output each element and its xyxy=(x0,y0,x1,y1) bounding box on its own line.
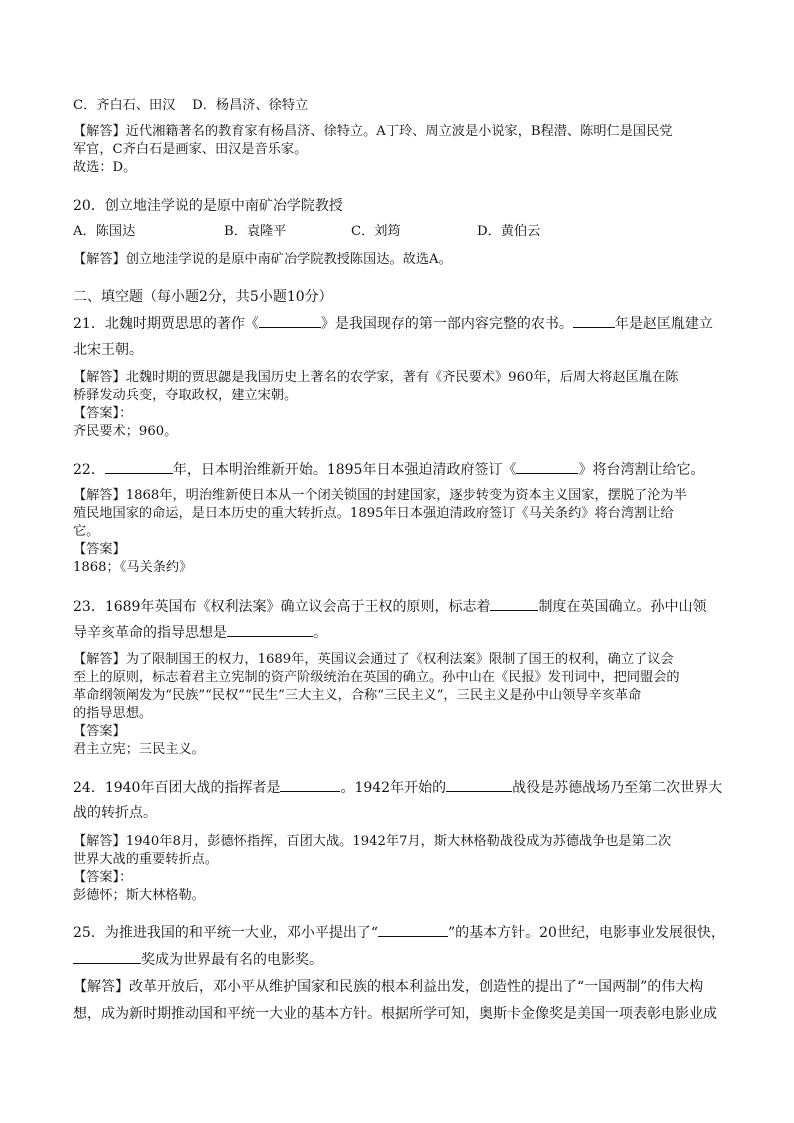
blank xyxy=(490,598,538,611)
q19-analysis-line2: 军官，C齐白石是画家、田汉是音乐家。 xyxy=(73,142,308,157)
q20-option-c: C．刘筠 xyxy=(351,224,401,239)
q25-analysis-line1: 【解答】改革开放后，邓小平从维护国家和民族的根本利益出发，创造性的提出了“一国两制”的伟大构 xyxy=(73,979,704,995)
q20-option-b: B．袁隆平 xyxy=(224,224,287,239)
q19-analysis-line1: 【解答】近代湘籍著名的教育家有杨昌济、徐特立。A丁玲、周立波是小说家，B程潜、陈明仁是国民党 xyxy=(73,124,673,139)
blank xyxy=(73,951,141,964)
blank xyxy=(573,315,615,328)
q25-analysis-line2: 想，成为新时期推动国和平统一大业的基本方针。根据所学可知，奥斯卡金像奖是美国一项表彰电影业成 xyxy=(73,1006,717,1022)
q19-answer: 故选：D。 xyxy=(73,160,137,175)
q24-analysis-line2: 世界大战的重要转折点。 xyxy=(73,852,219,867)
blank xyxy=(105,461,173,474)
q23-analysis-line3: 革命纲领阐发为“民族”“民权”“民生”三大主义，合称“三民主义”，三民主义是孙中山领导辛亥革命 xyxy=(73,688,642,703)
q19-options-cd: C．齐白石、田汉 D．杨昌济、徐特立 xyxy=(73,98,309,113)
blank xyxy=(516,461,578,474)
q20-option-d: D．黄伯云 xyxy=(477,224,541,239)
q20-option-a: A．陈国达 xyxy=(73,224,136,239)
q22-stem: 22． 年，日本明治维新开始。1895年日本强迫清政府签订《 》将台湾割让给它。 xyxy=(73,462,705,478)
q23-answer: 君主立宪；三民主义。 xyxy=(73,742,205,757)
q22-answer-label: 【答案】 xyxy=(73,542,126,557)
q23-stem-line1: 23．1689年英国布《权利法案》确立议会高于王权的原则，标志着 制度在英国确立。孙中山领 xyxy=(73,599,707,615)
q22-analysis-line2: 殖民地国家的命运，是日本历史的重大转折点。1895年日本强迫清政府签订《马关条约》将台湾割让给 xyxy=(73,506,674,521)
q21-answer: 齐民要术；960。 xyxy=(73,424,178,439)
q24-answer-label: 【答案】： xyxy=(73,870,133,885)
q23-analysis-line1: 【解答】为了限制国王的权力，1689年，英国议会通过了《权利法案》限制了国王的权利，确立了议会 xyxy=(73,652,674,667)
blank xyxy=(446,779,512,792)
q21-answer-label: 【答案】： xyxy=(73,406,133,421)
q21-stem-line1: 21．北魏时期贾思思的著作《 》是我国现存的第一部内容完整的农书。 年是赵匡胤建立 xyxy=(73,316,713,332)
q20-analysis: 【解答】创立地洼学说的是原中南矿冶学院教授陈国达。故选A。 xyxy=(73,252,452,267)
blank xyxy=(378,924,448,937)
q20-stem: 20．创立地洼学说的是原中南矿冶学院教授 xyxy=(73,198,343,214)
q21-stem-line2: 北宋王朝。 xyxy=(73,342,143,358)
q23-answer-label: 【答案】 xyxy=(73,724,126,739)
q22-analysis-line3: 它。 xyxy=(73,524,100,539)
q25-stem-line1: 25．为推进我国的和平统一大业，邓小平提出了“ ”的基本方针。20世纪，电影事业发展很快， xyxy=(73,925,725,941)
q25-stem-line2: 奖成为世界最有名的电影奖。 xyxy=(73,951,728,968)
q24-stem-line1: 24．1940年百团大战的指挥者是 。1942年开始的 战役是苏德战场乃至第二次世界大 xyxy=(73,780,723,796)
q23-analysis-line4: 的指导思想。 xyxy=(73,706,153,721)
q21-analysis-line1: 【解答】北魏时期的贾思勰是我国历史上著名的农学家，著有《齐民要术》960年，后周大将赵匡胤在陈 xyxy=(73,370,679,385)
q23-stem-line2: 导辛亥革命的指导思想是 。 xyxy=(73,625,327,641)
q24-stem-line2: 战的转折点。 xyxy=(73,805,157,821)
blank xyxy=(280,779,340,792)
section-title: 二、填空题（每小题2分，共5小题10分） xyxy=(73,289,333,305)
blank xyxy=(259,315,321,328)
q21-analysis-line2: 桥驿发动兵变，夺取政权，建立宋朝。 xyxy=(73,388,298,403)
q24-answer: 彭德怀；斯大林格勒。 xyxy=(73,888,205,903)
q22-analysis-line1: 【解答】1868年，明治维新使日本从一个闭关锁国的封建国家，逐步转变为资本主义国家，摆脱了沦为半 xyxy=(73,488,687,503)
q23-analysis-line2: 至上的原则，标志着君主立宪制的资产阶级统治在英国的确立。孙中山在《民报》发刊词中，把同盟会的 xyxy=(73,670,680,685)
blank xyxy=(227,624,313,637)
q24-analysis-line1: 【解答】1940年8月，彭德怀指挥，百团大战。1942年7月，斯大林格勒战役成为苏德战争也是第二次 xyxy=(73,834,672,849)
q22-answer: 1868；《马关条约》 xyxy=(73,560,193,575)
